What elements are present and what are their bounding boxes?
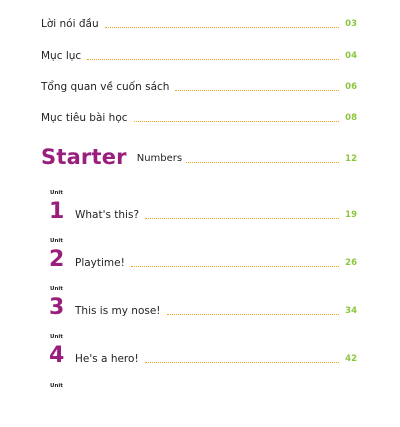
unit-tag: Unit bbox=[50, 286, 63, 292]
toc-unit-5-partial bbox=[41, 383, 357, 427]
dot-leader bbox=[145, 218, 339, 219]
toc-row-starter[interactable] bbox=[41, 145, 357, 169]
unit-tag: Unit bbox=[50, 383, 63, 389]
unit-number: 4 bbox=[49, 343, 65, 368]
dot-leader bbox=[145, 362, 340, 363]
unit-tag: Unit bbox=[50, 190, 63, 196]
unit-number: 2 bbox=[49, 247, 65, 272]
dot-leader bbox=[87, 59, 339, 60]
toc-page-number: 06 bbox=[345, 82, 357, 92]
starter-title: Starter bbox=[41, 145, 127, 169]
toc-row-objectives[interactable] bbox=[41, 108, 357, 124]
toc-label: Mục lục bbox=[41, 50, 82, 62]
toc-page-number: 08 bbox=[345, 113, 357, 123]
dot-leader bbox=[105, 27, 340, 28]
unit-title: Playtime! bbox=[75, 257, 125, 269]
starter-subtitle: Numbers bbox=[136, 153, 183, 164]
toc-page-number: 19 bbox=[345, 210, 357, 220]
unit-tag: Unit bbox=[50, 334, 63, 340]
toc-row-overview[interactable] bbox=[41, 77, 357, 93]
toc-label: Tổng quan về cuốn sách bbox=[41, 81, 170, 93]
dot-leader bbox=[134, 121, 340, 122]
toc-page-number: 34 bbox=[345, 306, 357, 316]
toc-label: Mục tiêu bài học bbox=[41, 112, 128, 124]
toc-page-number: 04 bbox=[345, 51, 357, 61]
toc-row-contents[interactable] bbox=[41, 46, 357, 62]
unit-tag: Unit bbox=[50, 238, 63, 244]
unit-number: 3 bbox=[49, 295, 65, 320]
toc-label: Lời nói đầu bbox=[41, 18, 99, 30]
toc-unit-3[interactable] bbox=[41, 286, 357, 330]
toc-row-preface[interactable] bbox=[41, 14, 357, 30]
toc-page-number: 42 bbox=[345, 354, 357, 364]
unit-title: This is my nose! bbox=[75, 305, 161, 317]
dot-leader bbox=[131, 266, 339, 267]
dot-leader bbox=[175, 90, 339, 91]
toc-page-number: 26 bbox=[345, 258, 357, 268]
dot-leader bbox=[167, 314, 340, 315]
toc-page-number: 03 bbox=[345, 19, 357, 29]
toc-unit-4[interactable] bbox=[41, 334, 357, 378]
toc-unit-2[interactable] bbox=[41, 238, 357, 282]
unit-title: What's this? bbox=[75, 209, 140, 221]
unit-title: He's a hero! bbox=[75, 353, 139, 365]
toc-page-number: 12 bbox=[345, 154, 357, 164]
unit-number: 1 bbox=[49, 199, 65, 224]
dot-leader bbox=[186, 162, 339, 163]
toc-unit-1[interactable] bbox=[41, 190, 357, 234]
